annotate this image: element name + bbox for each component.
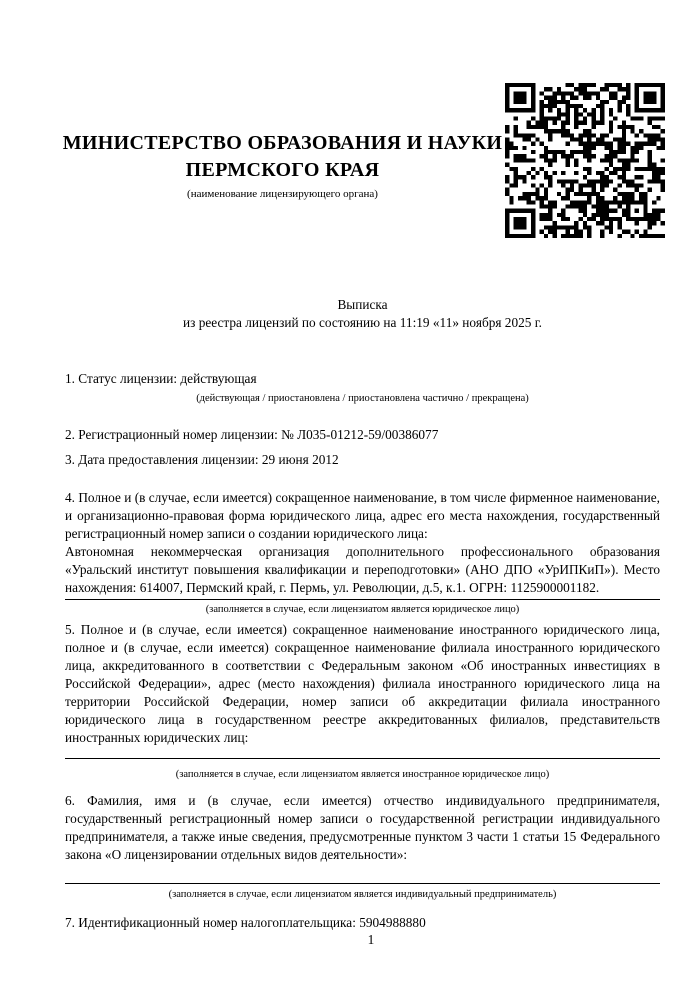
document-body bbox=[65, 296, 660, 932]
license-status-caption: (действующая / приостановлена / приостановлена частично / прекращена) bbox=[196, 393, 529, 404]
license-status-text: 1. Статус лицензии: действующая bbox=[65, 371, 257, 386]
legal-entity-value: Автономная некоммерческая организация дополнительного профессионального образования «Уральский институт повышения квалификации и переподготовки» (АНО ДПО «УрИПКиП»). Место нахождения: 614007, Пермский край, г. Пермь, ул. Революции, д.5, к.1. ОГРН: 1125900001182. bbox=[65, 543, 660, 600]
legal-entity-caption: (заполняется в случае, если лицензиатом является юридическое лицо) bbox=[205, 604, 520, 615]
item-grant-date bbox=[65, 451, 660, 469]
taxpayer-number-text: 7. Идентификационный номер налогоплательщика: 5904988880 bbox=[65, 915, 426, 930]
grant-date-text: 3. Дата предоставления лицензии: 29 июня 2012 bbox=[65, 452, 339, 467]
foreign-entity-label: 5. Полное и (в случае, если имеется) сокращенное наименование иностранного юридического лица, полное и (в случае, если имеется) сокращенное наименование филиала иностранного юридического лица, аккредитованного в соответствии с Федеральным законом «Об иностранных инвестициях в Российской Федерации», адрес (место нахождения) филиала иностранного юридического лица на территории Российской Федерации, номер записи об аккредитации филиала иностранного юридического лица в государственном реестре аккредитованных филиалов, представительств иностранных юридических лиц: bbox=[65, 622, 660, 745]
item-foreign-entity bbox=[65, 621, 660, 781]
legal-entity-label: 4. Полное и (в случае, если имеется) сокращенное наименование, в том числе фирменное наименование, и организационно-правовая форма юридического лица, адрес его места нахождения, государственный регистрационный номер записи о создании юридического лица: bbox=[65, 490, 660, 541]
licensing-authority-header bbox=[60, 130, 505, 201]
individual-entrepreneur-caption: (заполняется в случае, если лицензиатом является индивидуальный предприниматель) bbox=[168, 889, 557, 900]
item-license-status bbox=[65, 370, 660, 405]
ministry-name-line2: ПЕРМСКОГО КРАЯ bbox=[185, 159, 380, 181]
item-taxpayer-number bbox=[65, 914, 660, 932]
item-legal-entity bbox=[65, 489, 660, 616]
item-individual-entrepreneur bbox=[65, 792, 660, 901]
document-title-line2: из реестра лицензий по состоянию на 11:19 «11» ноября 2025 г. bbox=[183, 315, 542, 330]
document-title bbox=[65, 296, 660, 332]
document-title-line1: Выписка bbox=[337, 297, 388, 312]
item-registration-number bbox=[65, 426, 660, 444]
foreign-entity-blank-line bbox=[65, 747, 660, 759]
ministry-caption: (наименование лицензирующего органа) bbox=[187, 188, 378, 200]
individual-entrepreneur-blank-line bbox=[65, 864, 660, 884]
individual-entrepreneur-label: 6. Фамилия, имя и (в случае, если имеется) отчество индивидуального предпринимателя, государственный регистрационный номер записи о государственной регистрации индивидуального предпринимателя, а также иные сведения, предусмотренные пунктом 3 части 1 статьи 15 Федерального закона «О лицензировании отдельных видов деятельности»: bbox=[65, 793, 660, 862]
foreign-entity-caption: (заполняется в случае, если лицензиатом является иностранное юридическое лицо) bbox=[175, 769, 550, 780]
registration-number-text: 2. Регистрационный номер лицензии: № Л035-01212-59/00386077 bbox=[65, 427, 439, 442]
qr-code bbox=[505, 83, 665, 238]
page-number: 1 bbox=[367, 932, 375, 947]
ministry-name-line1: МИНИСТЕРСТВО ОБРАЗОВАНИЯ И НАУКИ bbox=[62, 132, 503, 154]
